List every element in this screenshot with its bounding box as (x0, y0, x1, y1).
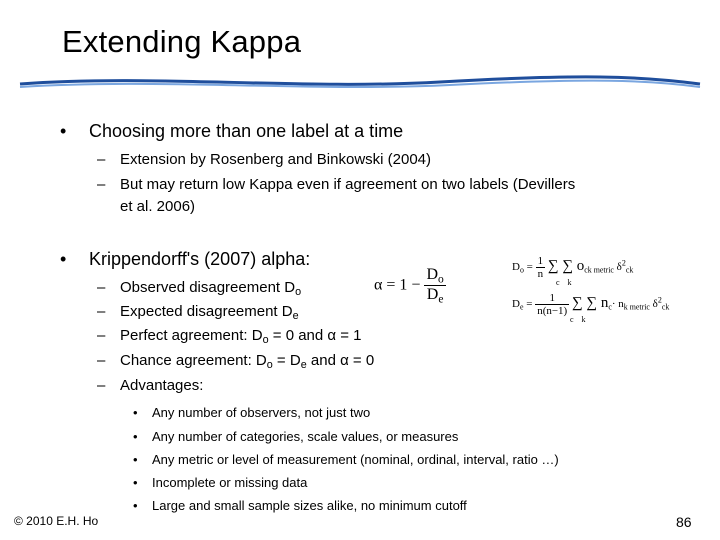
sub-bullet-text-continued: et al. 2006) (120, 198, 196, 215)
dash-marker: – (97, 176, 106, 193)
de-frac-den: n(n−1) (537, 305, 568, 317)
bullet-marker: • (133, 405, 138, 420)
perfect-suffix: = 0 and α = 1 (268, 327, 362, 344)
dash-marker: – (97, 279, 106, 296)
copyright-footer: © 2010 E.H. Ho (14, 514, 99, 528)
observed-disagreement-formula (512, 255, 633, 287)
bullet-marker: • (60, 249, 67, 269)
page-number: 86 (676, 514, 692, 530)
do-fraction (536, 255, 546, 280)
de-eq: = (526, 298, 533, 311)
expected-subscript: e (292, 310, 299, 323)
dash-marker: – (97, 377, 106, 394)
chance-subscript-o: o (266, 359, 273, 372)
dash-marker: – (97, 151, 106, 168)
de-lhs: D (512, 298, 520, 311)
bullet-marker: • (133, 429, 138, 444)
bullet-marker: • (60, 121, 67, 141)
perfect-text: Perfect agreement: D (120, 327, 263, 344)
do-sum-sub: ck metric (584, 265, 614, 275)
do-frac-den: n (537, 268, 544, 280)
de-delta: δ (652, 298, 658, 311)
chance-mid: = D (272, 352, 301, 369)
chance-subscript-e: e (300, 359, 307, 372)
dash-marker: – (97, 303, 106, 320)
alpha-formula (374, 266, 446, 306)
bullet-marker: • (133, 452, 138, 467)
sub-bullet-text: Extension by Rosenberg and Binkowski (2004) (120, 151, 432, 168)
do-sum: ∑ ∑ o (547, 258, 585, 275)
alpha-numerator (424, 266, 445, 286)
alpha-num-d: D (426, 266, 438, 283)
alpha-den-sub: e (438, 293, 444, 306)
bullet-text: Krippendorff's (2007) alpha: (89, 249, 311, 269)
sub-bullet-observed (120, 279, 301, 298)
observed-subscript: o (295, 286, 302, 299)
bullet-text: Choosing more than one label at a time (89, 121, 404, 141)
de-frac-num: 1 (535, 292, 569, 305)
de-nk: · n (611, 298, 624, 311)
do-indices: c k (556, 278, 572, 287)
sub-bullet-expected (120, 303, 299, 322)
dash-marker: – (97, 352, 106, 369)
do-delta: δ (616, 261, 622, 274)
de-delta-sup: 2 (657, 295, 662, 305)
advantage-item: Any metric or level of measurement (nominal, ordinal, interval, ratio …) (152, 452, 559, 467)
bullet-marker: • (133, 498, 138, 513)
advantage-item: Large and small sample sizes alike, no minimum cutoff (152, 498, 467, 513)
chance-suffix: and α = 0 (306, 352, 375, 369)
do-lhs: D (512, 261, 520, 274)
de-indices: c k (570, 315, 586, 324)
advantage-item: Incomplete or missing data (152, 475, 308, 490)
dash-marker: – (97, 327, 106, 344)
do-frac-num: 1 (537, 255, 544, 267)
do-delta-sub: ck (625, 265, 634, 275)
expected-disagreement-formula (512, 292, 669, 324)
de-lhs-sub: e (519, 302, 524, 312)
do-eq: = (526, 261, 533, 274)
sub-bullet-chance (120, 352, 374, 371)
bullet-marker: • (133, 475, 138, 490)
do-delta-sup: 2 (621, 258, 626, 268)
sub-bullet-perfect (120, 327, 362, 346)
de-sum-sub: c (608, 302, 612, 312)
alpha-den-d: D (426, 286, 439, 304)
advantage-item: Any number of categories, scale values, or measures (152, 429, 459, 444)
observed-text: Observed disagreement D (120, 279, 296, 296)
chance-text: Chance agreement: D (120, 352, 267, 369)
advantage-item: Any number of observers, not just two (152, 405, 371, 420)
title-underline-wave (0, 70, 720, 94)
alpha-denominator (424, 286, 445, 305)
de-delta-sub: ck (661, 302, 670, 312)
de-nk-sub: k metric (623, 302, 650, 312)
sub-bullet-advantages: Advantages: (120, 377, 204, 394)
alpha-num-sub: o (438, 273, 444, 286)
expected-text: Expected disagreement D (120, 303, 293, 320)
perfect-subscript: o (262, 334, 269, 347)
sub-bullet-text: But may return low Kappa even if agreement on two labels (Devillers (120, 176, 576, 193)
do-lhs-sub: o (519, 265, 524, 275)
de-fraction (535, 292, 569, 317)
de-sum: ∑ ∑ n (571, 295, 609, 312)
alpha-lhs: α = 1 − (374, 276, 421, 294)
slide-title: Extending Kappa (62, 24, 302, 59)
alpha-fraction (424, 266, 445, 306)
